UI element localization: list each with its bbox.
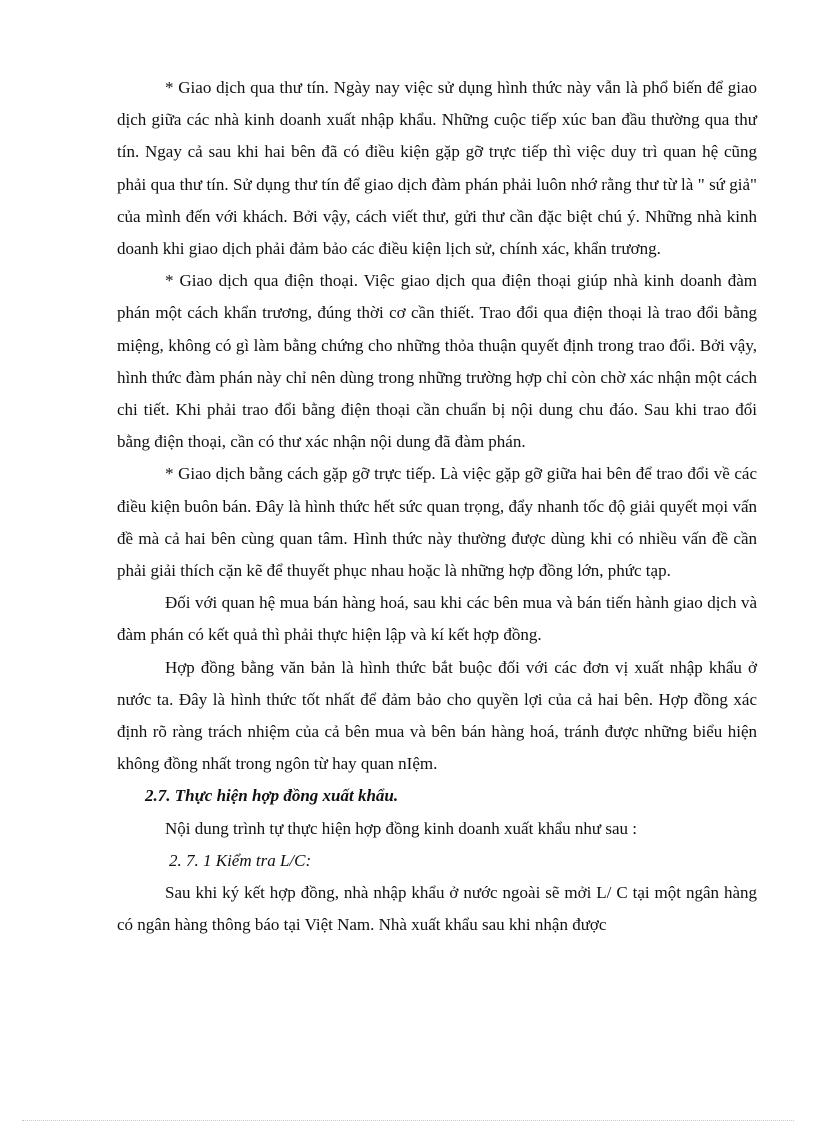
paragraph-written-contract: Hợp đồng bằng văn bản là hình thức bắt buộc đối với các đơn vị xuất nhập khẩu ở nước ta. Đây là hình thức tốt nhất để đảm bảo cho quyền lợi của cả hai bên. Hợp đồng xác định rõ ràng trách nhiệm của cả bên mua và bên bán hàng hoá, tránh được những biểu hiện không đồng nhất trong ngôn từ hay quan nIệm. — [117, 657, 757, 774]
paragraph-phone-transactions: * Giao dịch qua điện thoại. Việc giao dịch qua điện thoại giúp nhà kinh doanh đàm phán một cách khẩn trương, đúng thời cơ cần thiết. Trao đổi qua điện thoại là trao đổi bằng miệng, không có gì làm bằng chứng cho những thỏa thuận quyết định trong trao đổi. Bởi vậy, hình thức đàm phán này chỉ nên dùng trong những trường hợp chỉ còn chờ xác nhận một cách chi tiết. Khi phải trao đổi bằng điện thoại cần chuẩn bị nội dung chu đáo. Sau khi trao đổi bằng điện thoại, cần có thư xác nhận nội dung đã đàm phán. — [117, 271, 757, 452]
paragraph-direct-meeting: * Giao dịch bằng cách gặp gỡ trực tiếp. Là việc gặp gỡ giữa hai bên để trao đổi về các điều kiện buôn bán. Đây là hình thức hết sức quan trọng, đẩy nhanh tốc độ giải quyết mọi vấn đề mà cả hai bên cùng quan tâm. Hình thức này thường được dùng khi có nhiều vấn đề cần phải giải thích cặn kẽ để thuyết phục nhau hoặc là những hợp đồng lớn, phức tạp. — [117, 464, 757, 581]
paragraph-contract-signing: Đối với quan hệ mua bán hàng hoá, sau khi các bên mua và bán tiến hành giao dịch và đàm phán có kết quả thì phải thực hiện lập và kí kết hợp đồng. — [117, 593, 757, 645]
subsection-heading: 2. 7. 1 Kiểm tra L/C: — [169, 850, 312, 870]
page-bottom-divider — [22, 1120, 794, 1121]
document-body — [117, 72, 757, 941]
section-intro: Nội dung trình tự thực hiện hợp đồng kinh doanh xuất khẩu như sau : — [165, 818, 637, 838]
paragraph-letter-transactions: * Giao dịch qua thư tín. Ngày nay việc sử dụng hình thức này vẫn là phổ biến để giao dịch giữa các nhà kinh doanh xuất nhập khẩu. Những cuộc tiếp xúc ban đầu thường qua thư tín. Ngay cả sau khi hai bên đã có điều kiện gặp gỡ trực tiếp thì việc duy trì quan hệ cũng phải qua thư tín. Sử dụng thư tín để giao dịch đàm phán phải luôn nhớ rằng thư từ là " sứ giả" của mình đến với khách. Bởi vậy, cách viết thư, gửi thư cần đặc biệt chú ý. Những nhà kinh doanh khi giao dịch phải đảm bảo các điều kiện lịch sử, chính xác, khẩn trương. — [117, 78, 757, 259]
subsection-text: Sau khi ký kết hợp đồng, nhà nhập khẩu ở nước ngoài sẽ mởi L/ C tại một ngân hàng có ngân hàng thông báo tại Việt Nam. Nhà xuất khẩu sau khi nhận được — [117, 883, 757, 935]
section-heading: 2.7. Thực hiện hợp đồng xuất khẩu. — [145, 786, 399, 806]
